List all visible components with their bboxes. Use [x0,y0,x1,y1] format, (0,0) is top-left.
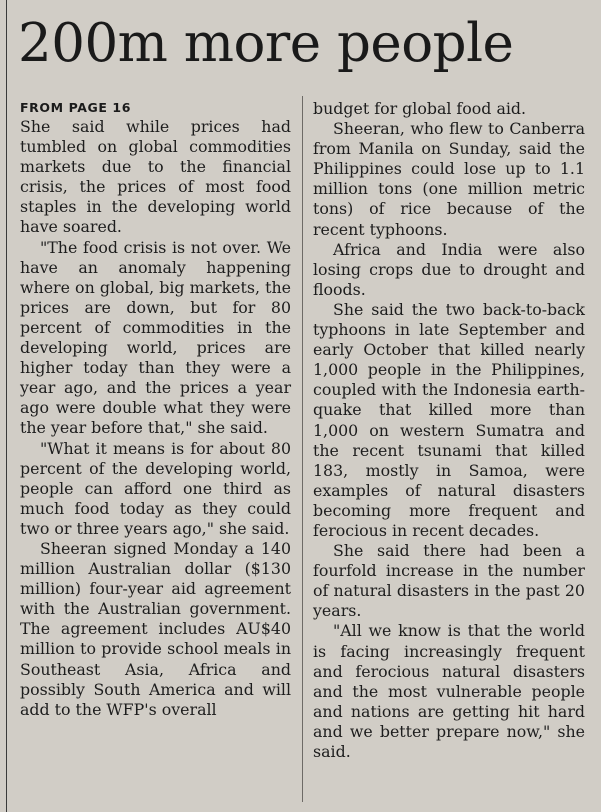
jump-line: FROM PAGE 16 [20,100,132,115]
paragraph: "What it means is for about 80 percent of the developing world, people can afford one third as much food today as they could two or three years ago," she said. [20,438,291,538]
paragraph: Sheeran, who flew to Canberra from Manila on Sunday, said the Philippines could lose up to 1.1 million tons (one million metric tons) of rice because of the recent typhoons. [313,119,585,239]
paragraph: Africa and India were also losing crops due to drought and floods. [313,239,585,299]
headline: 200m more people [18,13,514,74]
paragraph: Sheeran signed Monday a 140 million Australian dollar ($130 million) four-year aid agreement with the Australian government. The agreement includes AU$40 million to provide school meals in Southeast Asia, Africa and possibly South America and will add to the WFP's overall [20,538,291,719]
paragraph: "The food crisis is not over. We have an anomaly happening where on global, big markets, the prices are down, but for 80 percent of commodities in the developing world, prices are higher today than they were a year ago, and the prices a year ago were double what they were the year before that," she said. [20,237,291,438]
right-column [313,99,585,762]
paragraph: She said the two back-to-back typhoons in late September and early October that killed nearly 1,000 people in the Philippines, coupled with the Indonesia earthquake that killed more than 1,000 on western Sumatra and the recent tsunami that killed 183, mostly in Samoa, were examples of natural disasters becoming more frequent and ferocious in recent decades. [313,299,585,540]
left-column-rule [6,0,7,812]
column-divider [302,96,303,802]
left-column [20,99,291,720]
paragraph: She said while prices had tumbled on global commodities markets due to the financial crisis, the prices of most food staples in the developing world have soared. [20,117,291,237]
paragraph: She said there had been a fourfold increase in the number of natural disasters in the past 20 years. [313,541,585,621]
paragraph: "All we know is that the world is facing increasingly frequent and ferocious natural disasters and the most vulnerable people and nations are getting hit hard and we better prepare now," she said. [313,621,585,761]
paragraph: budget for global food aid. [313,99,527,118]
